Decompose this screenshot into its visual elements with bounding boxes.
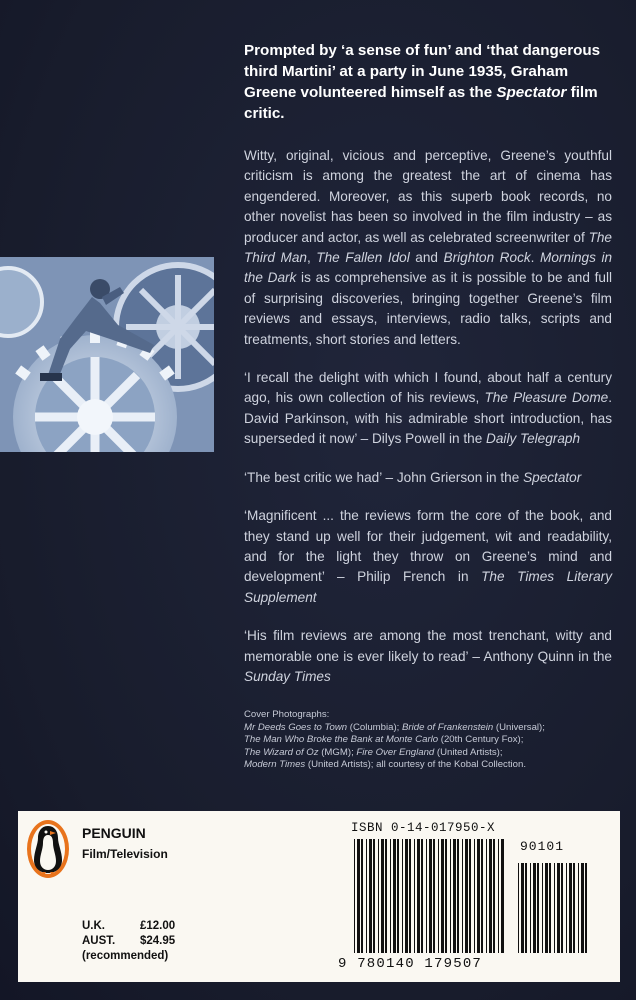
barcode-bar — [357, 839, 360, 953]
barcode-bar — [421, 839, 423, 953]
quote-text: ‘I recall the delight with which I found, about half a century ago, his own collection of his reviews, — [244, 370, 612, 406]
desc-title-mornings: Mornings in the Dark — [244, 250, 613, 286]
credit-title: Bride of Frankenstein — [402, 721, 494, 733]
credit-title: Modern Times — [244, 758, 306, 770]
barcode-bar — [426, 839, 427, 953]
barcode-bar — [581, 863, 584, 953]
price-list — [82, 919, 175, 964]
barcode-bar — [433, 839, 435, 953]
desc-title-brighton-rock: Brighton Rock — [443, 250, 531, 266]
credit-title: Fire Over England — [356, 746, 435, 758]
barcode-bar — [450, 839, 451, 953]
barcode-bar — [417, 839, 420, 953]
quote-source: Spectator — [523, 469, 582, 485]
quote-grierson — [244, 468, 612, 488]
barcode-bar — [578, 863, 579, 953]
barcode-bar — [481, 839, 483, 953]
description-paragraph — [244, 146, 612, 350]
credits-line-2 — [244, 734, 612, 746]
blurb-column — [244, 40, 612, 771]
quote-text: ‘His film reviews are among the most trenchant, witty and memorable one is ever likely to read’ – Anthony Quinn in the — [244, 628, 612, 664]
barcode-bar — [554, 863, 555, 953]
quote-text: ‘The best critic we had’ – John Grierson in the — [244, 469, 524, 485]
credit-text: (Columbia); — [347, 721, 403, 733]
barcode-bar — [569, 863, 572, 953]
price-row-aust — [82, 934, 175, 949]
barcode-bar — [469, 839, 471, 953]
barcode-bar — [441, 839, 444, 953]
barcode-bar — [493, 839, 495, 953]
barcode-bar — [549, 863, 551, 953]
credit-text: (20th Century Fox); — [438, 734, 524, 746]
barcode-bar — [542, 863, 543, 953]
barcode-bar — [409, 839, 411, 953]
publisher-name: PENGUIN — [82, 825, 146, 841]
barcode-bar — [566, 863, 567, 953]
desc-sep-2: and — [409, 250, 444, 266]
barcode-bar — [521, 863, 524, 953]
barcode-bar — [533, 863, 536, 953]
lead-italic: Spectator — [496, 84, 567, 101]
desc-sep-3: . — [530, 250, 540, 266]
quote-source: The Times Literary Supplement — [244, 569, 612, 605]
barcode-bar — [397, 839, 399, 953]
barcode-bar — [429, 839, 432, 953]
barcode-bar — [445, 839, 447, 953]
barcode-bar — [525, 863, 527, 953]
price-row-uk — [82, 919, 175, 934]
lead-post: film critic. — [244, 84, 598, 122]
barcode-bar — [489, 839, 492, 953]
barcode-bar — [453, 839, 456, 953]
barcode-bar — [390, 839, 391, 953]
publisher-panel — [18, 811, 620, 982]
barcode-bar — [462, 839, 463, 953]
barcode-bar — [457, 839, 459, 953]
publisher-category: Film/Television — [82, 847, 168, 861]
barcode-bar — [369, 839, 372, 953]
barcode-bar — [361, 839, 363, 953]
barcode-bar — [501, 839, 504, 953]
credits-line-4 — [244, 759, 612, 771]
photo-credits — [244, 709, 612, 771]
penguin-logo-icon — [26, 819, 70, 879]
credit-text: (United Artists); all courtesy of the Kobal Collection. — [305, 758, 526, 770]
barcode-bar — [537, 863, 539, 953]
credit-text: (Universal); — [493, 721, 545, 733]
barcode-bar — [465, 839, 468, 953]
barcode-bar — [561, 863, 563, 953]
quote-quinn — [244, 626, 612, 687]
lead-pre: Prompted by ‘a sense of fun’ and ‘that dangerous third Martini’ at a party in June 1935, Graham Greene volunteered himself as the — [244, 42, 601, 101]
quote-french — [244, 506, 612, 608]
desc-part-2: is as comprehensive as it is possible to be and full of surprising discoveries, bringing together Greene’s film reviews and essays, interviews, radio talks, scripts and treatments, short stories and letters. — [244, 270, 613, 347]
barcode-bar — [393, 839, 396, 953]
barcode-bar — [366, 839, 367, 953]
barcode-bar — [385, 839, 387, 953]
credits-heading: Cover Photographs: — [244, 709, 330, 721]
gears-illustration — [0, 257, 214, 452]
barcode-bar — [557, 863, 560, 953]
price-label: U.K. — [82, 920, 105, 932]
credit-title: Mr Deeds Goes to Town — [244, 721, 348, 733]
addon-digits: 90101 — [520, 839, 565, 854]
credits-line-1 — [244, 722, 612, 734]
price-label: AUST. — [82, 935, 116, 947]
credit-title: The Wizard of Oz — [244, 746, 319, 758]
desc-title-fallen-idol: The Fallen Idol — [316, 250, 410, 266]
price-note: (recommended) — [82, 950, 169, 962]
quote-source: Sunday Times — [244, 668, 331, 684]
barcode-bar — [405, 839, 408, 953]
quote-text-mid: . David Parkinson, with his admirable short introduction, has superseded it now’ – Dilys Powell in the — [244, 390, 613, 447]
isbn-label: ISBN 0-14-017950-X — [351, 821, 496, 835]
price-value: $24.95 — [140, 935, 176, 947]
ean-barcode-icon — [354, 839, 504, 953]
quote-text: ‘Magnificent ... the reviews form the core of the book, and they stand up well for their judgement, wit and readability, and for the light they throw on Greene’s mind and development’ – Philip French in — [244, 508, 612, 585]
quote-powell — [244, 368, 612, 450]
barcode-bar — [378, 839, 379, 953]
barcode-bar — [573, 863, 575, 953]
barcode-bar — [438, 839, 439, 953]
barcode-bar — [518, 863, 519, 953]
credits-line-3 — [244, 747, 612, 759]
barcode-bar — [585, 863, 587, 953]
quote-source: Daily Telegraph — [486, 431, 581, 447]
barcode-bar — [474, 839, 475, 953]
barcode-bar — [477, 839, 480, 953]
barcode-bar — [402, 839, 403, 953]
barcode-bar — [530, 863, 531, 953]
barcode-bar — [498, 839, 499, 953]
quote-italic: The Pleasure Dome — [484, 390, 609, 406]
barcode-bar — [545, 863, 548, 953]
credit-text: (United Artists); — [434, 746, 503, 758]
addon-barcode-icon — [518, 863, 592, 953]
barcode-bar — [486, 839, 487, 953]
ean-digits: 9 780140 179507 — [338, 956, 483, 972]
lead-paragraph — [244, 40, 612, 124]
credit-title: The Man Who Broke the Bank at Monte Carlo — [244, 734, 439, 746]
barcode-bar — [414, 839, 415, 953]
barcode-bar — [354, 839, 355, 953]
price-value: £12.00 — [140, 920, 176, 932]
barcode-bar — [381, 839, 384, 953]
credit-text: (MGM); — [318, 746, 357, 758]
desc-part-1: Witty, original, vicious and perceptive, Greene’s youthful criticism is among the greatest the art of cinema has engendered. Moreover, as this superb book records, no other novelist has been so involved in the film industry – as producer and actor, as well as celebrated screenwriter of — [244, 148, 612, 245]
modern-times-photo — [0, 257, 214, 452]
barcode-bar — [373, 839, 375, 953]
desc-sep-1: , — [306, 250, 317, 266]
desc-title-third-man: The Third Man — [244, 229, 612, 266]
